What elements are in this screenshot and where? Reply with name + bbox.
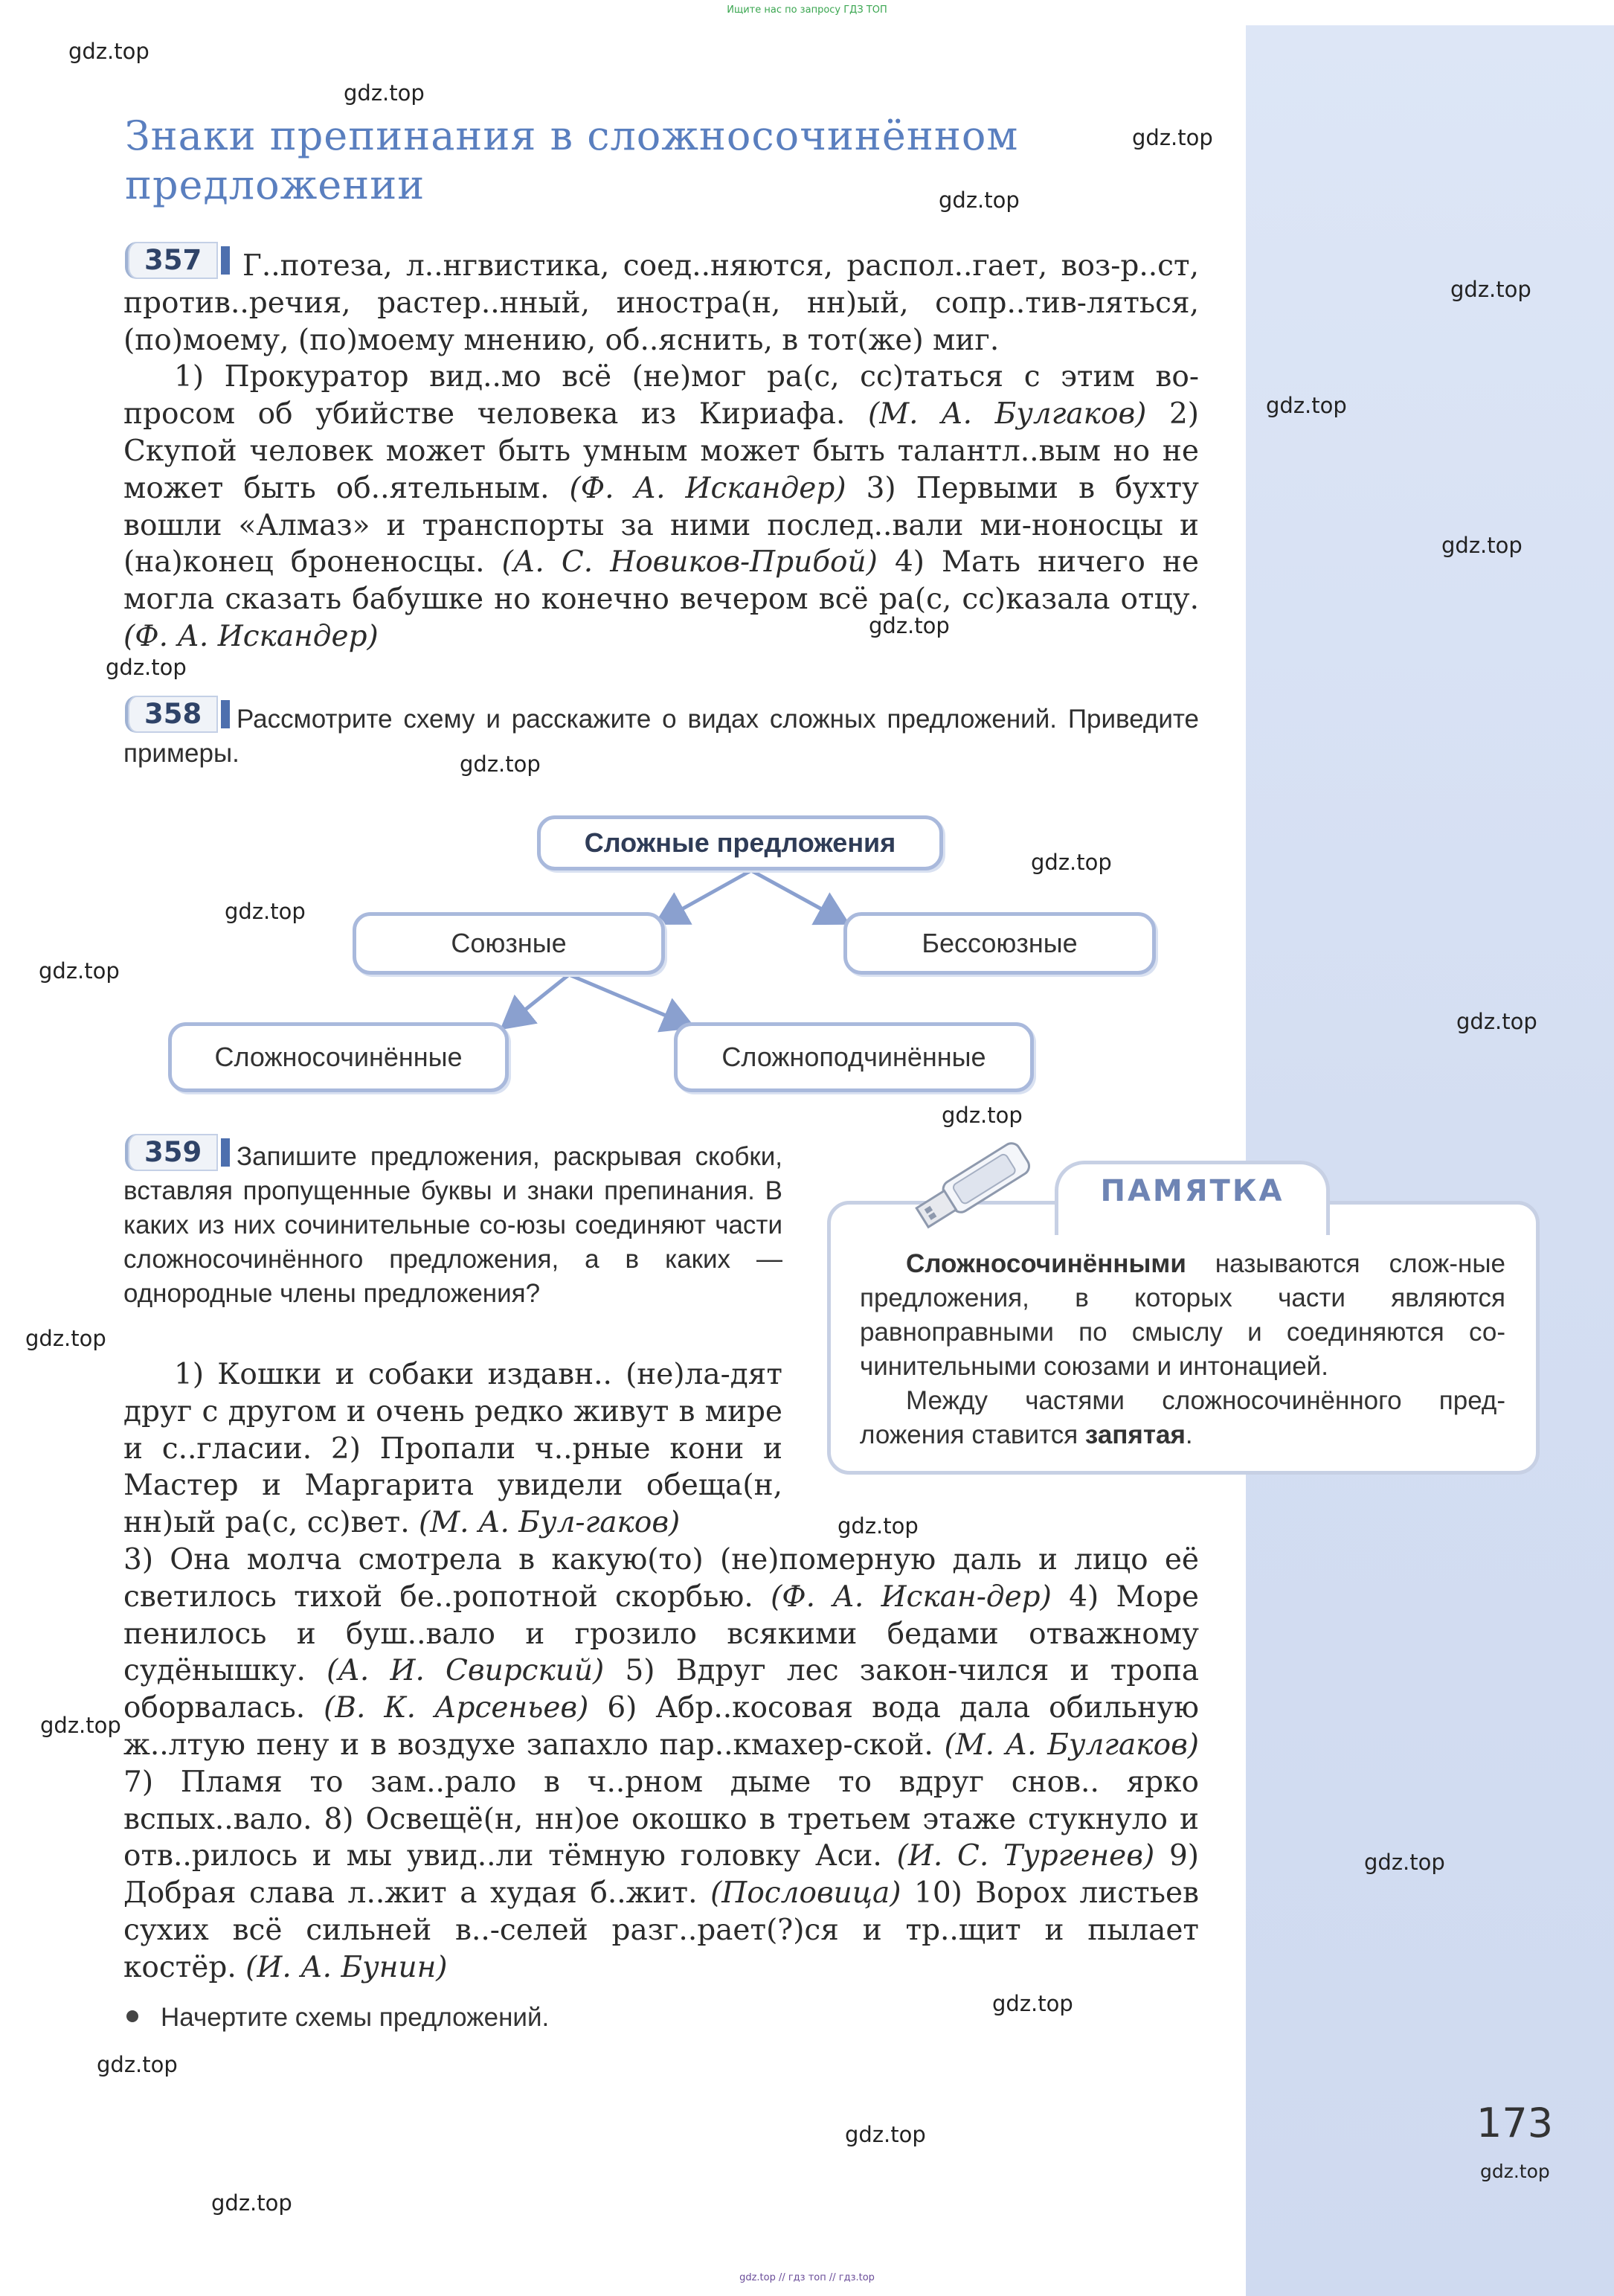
watermark: gdz.top: [837, 1513, 919, 1539]
memo-text: [860, 1247, 1505, 1452]
exercise-359-sentences-narrow: [123, 1356, 782, 1542]
watermark: gdz.top: [106, 655, 187, 680]
exercise-359-task: Запишите предложения, раскрывая скобки, вставляя пропущенные буквы и знаки препинания. В каких из них сочинительные со-юзы соединяют части сложносочинённого предложения, а в каких — однородные члены предложения?: [123, 1142, 782, 1308]
exercise-359-bullet: [126, 2003, 549, 2033]
sentence: 1) Кошки и собаки издавн.. (не)ла-дят друг с другом и очень редко живут в мире и с..гласии. 2) Пропали ч..рные кони и Мастер и Маргарита увидели обеща(н, нн)ый ра(с, сс)вет.: [123, 1358, 782, 1540]
watermark: gdz.top: [225, 899, 306, 924]
arrow-to-union: [660, 870, 751, 921]
author: (М. А. Булгаков): [944, 1728, 1199, 1762]
sentence: 2) Скупой человек может быть умным может быть талантл..вым но не может быть об..ятельным.: [123, 397, 1199, 505]
author: (М. А. Бул-гаков): [419, 1506, 681, 1540]
watermark: gdz.top: [939, 187, 1020, 213]
sentence: 3) Первыми в бухту вошли «Алмаз» и транспорты за ними послед..вали ми-ноносцы и (на)конец броненосцы.: [123, 471, 1199, 580]
bullet-icon: [126, 2010, 138, 2022]
watermark: gdz.top: [97, 2052, 178, 2077]
watermark: gdz.top: [1364, 1850, 1445, 1875]
sentence: 7) Пламя то зам..рало в ч..рном дыме то вдруг снов.. ярко вспых..вало. 8) Освещё(н, нн)ое окошко в третьем этаже стукнуло и отв..рилось и мы увид..ли тёмную головку Аси.: [123, 1765, 1199, 1873]
sentence: 9) Добрая слава л..жит а худая б..жит.: [123, 1839, 1200, 1911]
memo-rule: Между частями сложносочинённого пред-ложения ставится: [860, 1386, 1505, 1449]
memo-title: ПАМЯТКА: [1100, 1174, 1285, 1208]
author: (Ф. А. Искан-дер): [771, 1580, 1052, 1614]
arrow-to-compound: [506, 975, 569, 1025]
arrow-to-nonunion: [751, 870, 843, 921]
author: (Ф. А. Искандер): [569, 471, 846, 505]
memo-definition: называются слож-ные предложения, в которых части являются равноправными по смыслу и соединяются со-чинительными союзами и интонацией.: [860, 1249, 1505, 1381]
watermark: gdz.top: [68, 39, 149, 64]
diagram-node-complex-sentences: Сложные предложения: [537, 815, 943, 870]
title-line-1: Знаки препинания в сложносочинённом: [125, 112, 1019, 159]
sentence: 1) Прокуратор вид..мо всё (не)мог ра(с, сс)таться с этим во-просом об убийстве человека из Кириафа.: [123, 360, 1199, 432]
author: (В. К. Арсеньев): [324, 1691, 589, 1725]
watermark: gdz.top: [211, 2190, 292, 2216]
sentence: 4) Мать ничего не могла сказать бабушке но конечно вечером всё ра(с, сс)казала отцу.: [123, 545, 1199, 617]
watermark: gdz.top: [869, 613, 950, 638]
author: (М. А. Булгаков): [867, 397, 1147, 432]
diagram-node-union: Союзные: [353, 912, 665, 975]
watermark: gdz.top: [1441, 533, 1523, 558]
author: (И. С. Тургенев): [896, 1839, 1155, 1873]
exercise-number-359: 359: [125, 1134, 218, 1171]
watermark: gdz.top: [344, 80, 425, 106]
footer-note: gdz.top // гдз топ // гдз.top: [739, 2272, 875, 2283]
watermark: gdz.top: [25, 1326, 106, 1351]
watermark: gdz.top: [1031, 850, 1112, 875]
watermark: gdz.top: [40, 1713, 121, 1738]
usb-flash-drive-icon: [904, 1140, 1046, 1237]
sentence: 4) Море пенилось и буш..вало и грозило всякими бедами отважному судёнышку.: [123, 1580, 1199, 1688]
diagram-node-complex: Сложноподчинённые: [674, 1022, 1034, 1092]
sentence: 6) Абр..косовая вода дала обильную ж..лтую пену и в воздухе запахло пар..кмахер-ской.: [123, 1691, 1200, 1762]
diagram-node-compound: Сложносочинённые: [168, 1022, 509, 1092]
watermark: gdz.top: [1132, 125, 1213, 150]
watermark: gdz.top: [845, 2122, 926, 2147]
memo-rule-end: .: [1185, 1420, 1193, 1449]
watermark: gdz.top: [1266, 393, 1347, 418]
author: (А. И. Свирский): [327, 1654, 605, 1688]
watermark: gdz.top: [992, 1991, 1073, 2016]
diagram-arrows: [0, 0, 1614, 1116]
sentence: 10) Ворох листьев сухих всё сильней в..-селей разг..рает(?)ся и тр..щит и пылает костёр.: [123, 1876, 1199, 1984]
sentence: 5) Вдруг лес закон-чился и тропа оборвалась.: [123, 1654, 1199, 1725]
memo-rule-term: запятая: [1084, 1420, 1186, 1449]
watermark: gdz.top: [1450, 277, 1531, 302]
author: (Пословица): [710, 1876, 901, 1911]
sentence: 3) Она молча смотрела в какую(то) (не)померную даль и лицо её светилось тихой бе..ропотной скорбью.: [123, 1543, 1199, 1614]
header-note: Ищите нас по запросу ГДЗ ТОП: [727, 4, 887, 16]
exercise-number-358: 358: [125, 696, 218, 733]
memo-term: Сложносочинёнными: [906, 1249, 1186, 1278]
page-number: 173: [1476, 2100, 1554, 2146]
exercise-359-sentences: [123, 1542, 1199, 1986]
arrow-to-complex: [569, 975, 689, 1025]
watermark: gdz.top: [460, 751, 541, 777]
exercise-number-357: 357: [125, 242, 218, 279]
watermark: gdz.top: [1480, 2161, 1550, 2182]
diagram-node-nonunion: Бессоюзные: [843, 912, 1156, 975]
exercise-358-text: Рассмотрите схему и расскажите о видах сложных предложений. Приведите примеры.: [123, 705, 1199, 768]
author: (А. С. Новиков-Прибой): [501, 545, 878, 580]
watermark: gdz.top: [1456, 1009, 1537, 1034]
title-line-2: предложении: [125, 161, 425, 208]
watermark: gdz.top: [942, 1103, 1023, 1128]
author: (И. А. Бунин): [245, 1950, 448, 1984]
exercise-357-words: Г..потеза, л..нгвистика, соед..няются, распол..гает, воз-р..ст, против..речия, растер..нный, иностра(н, нн)ый, сопр..тив-ляться, (по)моему, (по)моему мнению, об..яснить, в тот(же) миг.: [123, 249, 1199, 357]
bullet-text: Начертите схемы предложений.: [161, 2003, 550, 2032]
author: (Ф. А. Искандер): [123, 619, 379, 653]
watermark: gdz.top: [39, 958, 120, 984]
